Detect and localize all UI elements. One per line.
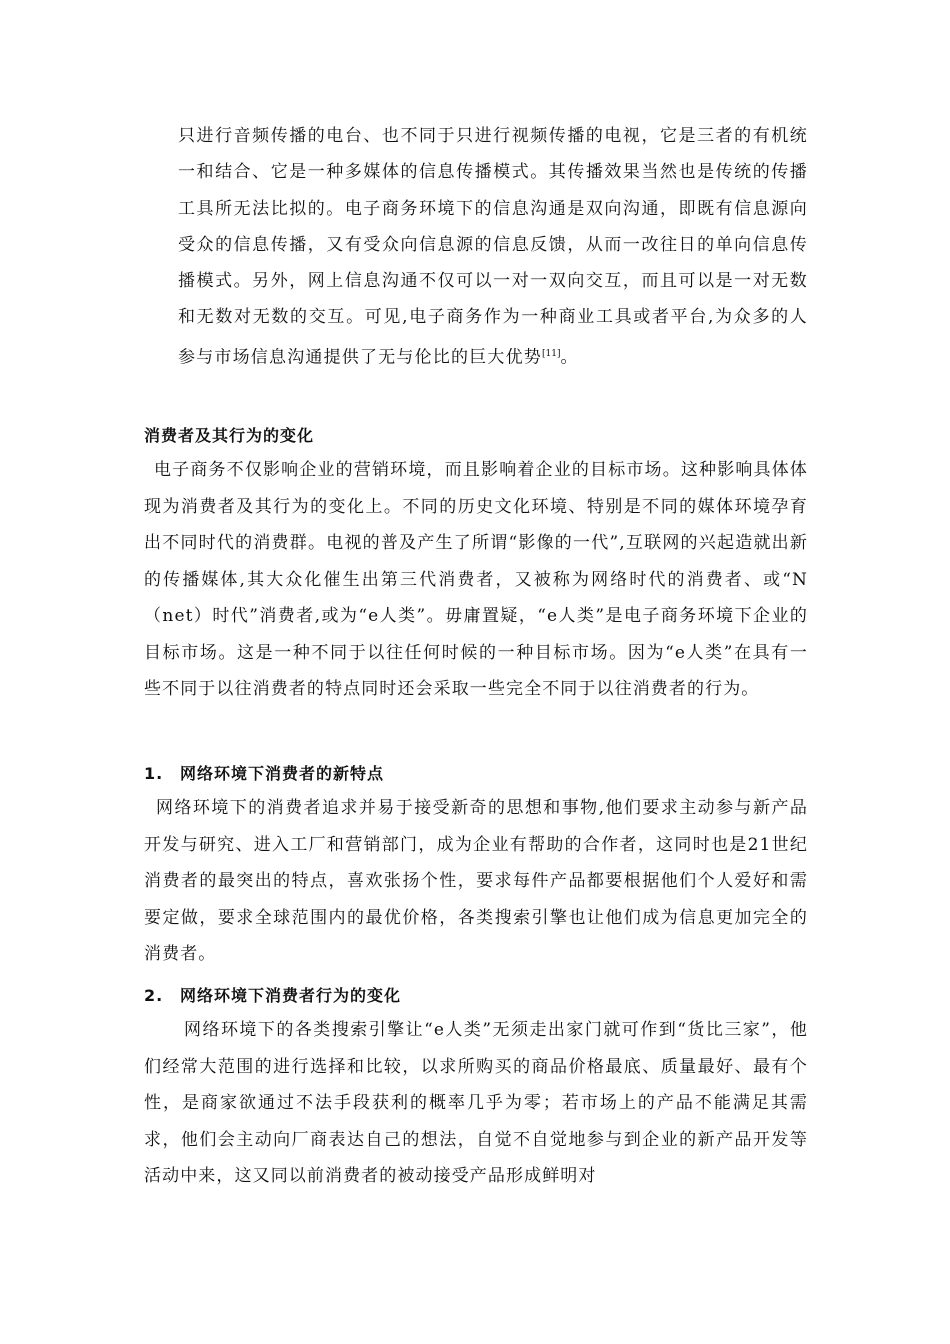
section-heading-consumer: 消费者及其行为的变化 <box>144 426 315 445</box>
intro-end: 。 <box>560 347 579 368</box>
intro-paragraph <box>178 118 808 376</box>
subsection-2 <box>144 984 808 1195</box>
section-consumer <box>144 424 808 708</box>
subsection-1-title: 网络环境下消费者的新特点 <box>180 764 385 783</box>
subsection-2-number: 2. <box>144 986 164 1005</box>
subsection-1-heading <box>144 762 808 786</box>
subsection-1 <box>144 762 808 973</box>
intro-text: 只进行音频传播的电台、也不同于只进行视频传播的电视，它是三者的有机统一和结合、它是一种多媒体的信息传播模式。其传播效果当然也是传统的传播工具所无法比拟的。电子商务环境下的信息沟通是双向沟通，即既有信息源向受众的信息传播，又有受众向信息源的信息反馈，从而一改往日的单向信息传播模式。另外，网上信息沟通不仅可以一对一双向交互，而且可以是一对无数和无数对无数的交互。可见,电子商务作为一种商业工具或者平台,为众多的人参与市场信息沟通提供了无与伦比的巨大优势 <box>178 126 808 368</box>
section-consumer-paragraph: 电子商务不仅影响企业的营销环境，而且影响着企业的目标市场。这种影响具体体现为消费者及其行为的变化上。不同的历史文化环境、特别是不同的媒体环境孕育出不同时代的消费群。电视的普及产生了所谓“影像的一代”,互联网的兴起造就出新的传播媒体,其大众化催生出第三代消费者，又被称为网络时代的消费者、或“N（net）时代”消费者,或为“e人类”。毋庸置疑，“e人类”是电子商务环境下企业的目标市场。这是一种不同于以往任何时候的一种目标市场。因为“e人类”在具有一些不同于以往消费者的特点同时还会采取一些完全不同于以往消费者的行为。 <box>144 460 808 699</box>
subsection-2-paragraph: 网络环境下的各类搜索引擎让“e人类”无须走出家门就可作到“货比三家”，他们经常大范围的进行选择和比较，以求所购买的商品价格最底、质量最好、最有个性，是商家欲通过不法手段获利的概率几乎为零；若市场上的产品不能满足其需求，他们会主动向厂商表达自己的想法，自觉不自觉地参与到企业的新产品开发等活动中来，这又同以前消费者的被动接受产品形成鲜明对 <box>144 1020 808 1186</box>
subsection-1-paragraph: 网络环境下的消费者追求并易于接受新奇的思想和事物,他们要求主动参与新产品开发与研究、进入工厂和营销部门，成为企业有帮助的合作者，这同时也是21世纪消费者的最突出的特点，喜欢张扬个性，要求每件产品都要根据他们个人爱好和需要定做，要求全球范围内的最优价格，各类搜索引擎也让他们成为信息更加完全的消费者。 <box>144 798 808 964</box>
subsection-2-heading <box>144 984 808 1008</box>
subsection-2-title: 网络环境下消费者行为的变化 <box>180 986 402 1005</box>
citation-reference: [11] <box>542 348 561 359</box>
subsection-1-number: 1. <box>144 764 164 783</box>
